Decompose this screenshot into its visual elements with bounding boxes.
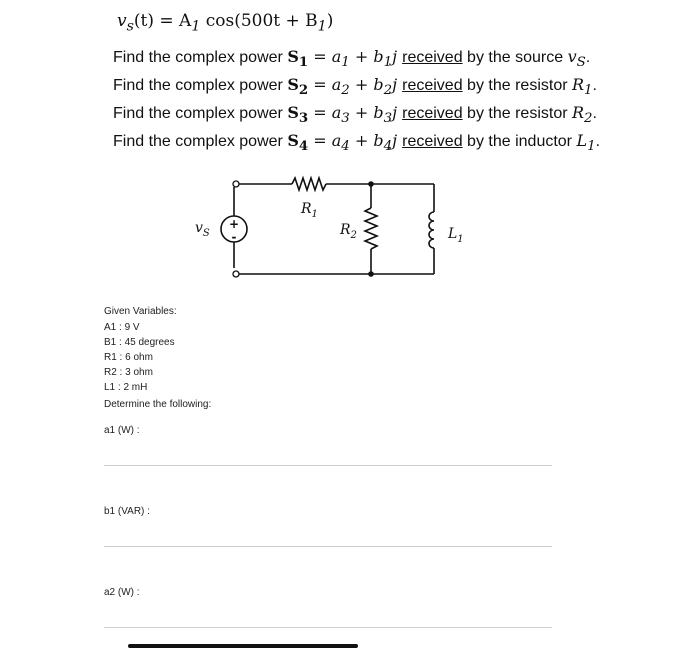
- source-minus-sign: -: [231, 230, 237, 244]
- given-r2: R2 : 3 ohm: [104, 367, 153, 378]
- field-label-b1: b1 (VAR) :: [104, 506, 150, 517]
- source-equation: $v_s(t) = A_1$ $\cos(500t + B_1)$: [117, 11, 334, 35]
- answer-input-a1[interactable]: [104, 465, 552, 466]
- field-label-a1: a1 (W) :: [104, 425, 140, 436]
- question-s2: Find the complex power $S_2 = a_2 + b_2j$ received by the resistor $R_1$.: [113, 75, 597, 99]
- junction-top: [368, 181, 374, 187]
- inductor-l1: [429, 212, 434, 248]
- resistor-r1: [292, 178, 326, 190]
- given-b1: B1 : 45 degrees: [104, 337, 175, 348]
- given-heading: Given Variables:: [104, 306, 177, 317]
- r2-label: $R_2$: [340, 222, 357, 241]
- r1-label: $R_1$: [301, 201, 318, 220]
- question-s4: Find the complex power $S_4 = a_4 + b_4j$ received by the inductor $L_1$.: [113, 131, 601, 155]
- given-r1: R1 : 6 ohm: [104, 352, 153, 363]
- circuit-diagram: [180, 168, 480, 288]
- terminal-bottom: [233, 271, 239, 277]
- terminal-top: [233, 181, 239, 187]
- horizontal-scrollbar[interactable]: [128, 644, 358, 648]
- answer-input-b1[interactable]: [104, 546, 552, 547]
- junction-bottom: [368, 271, 374, 277]
- given-l1: L1 : 2 mH: [104, 382, 148, 393]
- question-s3: Find the complex power $S_3 = a_3 + b_3j$ received by the resistor $R_2$.: [113, 103, 597, 127]
- question-s1: Find the complex power $S_1 = a_1 + b_1j$ received by the source $v_S$.: [113, 47, 591, 71]
- field-label-a2: a2 (W) :: [104, 587, 140, 598]
- answer-input-a2[interactable]: [104, 627, 552, 628]
- given-a1: A1 : 9 V: [104, 322, 140, 333]
- determine-heading: Determine the following:: [104, 399, 212, 410]
- vs-label: $v_S$: [195, 220, 210, 239]
- l1-label: $L_1$: [448, 226, 464, 245]
- source-plus-sign: +: [228, 217, 240, 231]
- resistor-r2: [365, 208, 377, 249]
